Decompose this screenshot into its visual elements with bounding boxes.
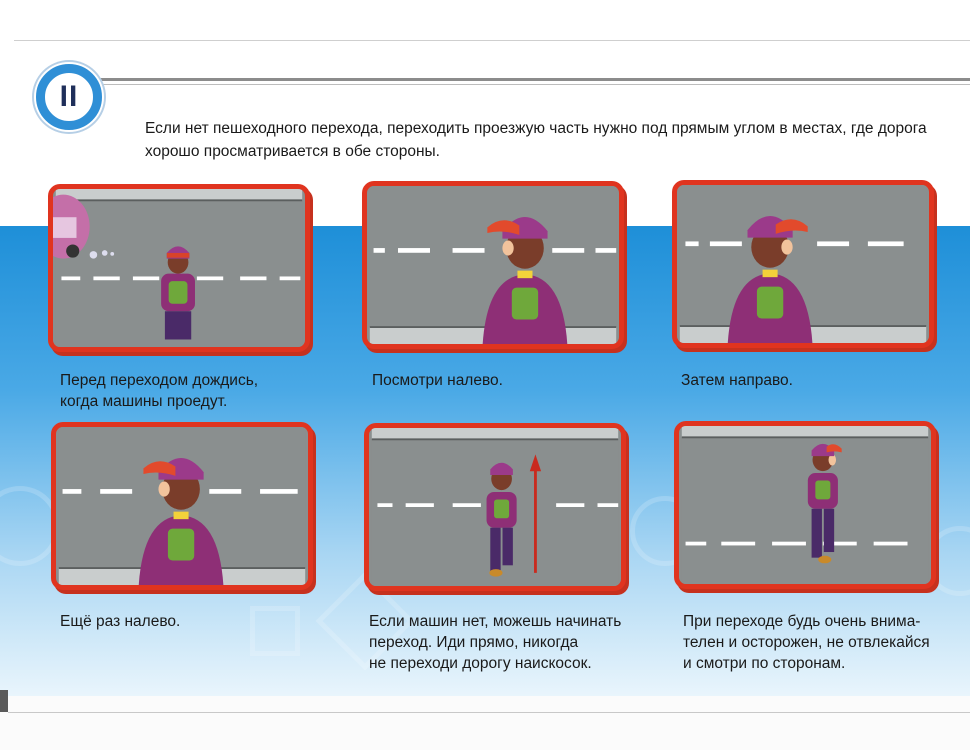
step-caption-5 xyxy=(369,611,621,674)
header-rule-thin xyxy=(100,84,970,85)
section-number-badge xyxy=(36,64,102,130)
caption-line: и смотри по сторонам. xyxy=(683,655,846,672)
caption-line: Затем направо. xyxy=(681,372,793,389)
step-caption-3 xyxy=(681,370,793,391)
footer-line xyxy=(8,712,970,713)
intro-text: Если нет пешеходного перехода, переходить проезжую часть нужно под прямым углом в местах, где дорога хорошо просматривается в обе стороны. xyxy=(145,120,927,160)
step-caption-2 xyxy=(372,370,503,391)
caption-line: Перед переходом дождись, xyxy=(60,372,259,389)
scene-walk-straight xyxy=(369,428,621,586)
caption-line: Если машин нет, можешь начинать xyxy=(369,613,622,630)
faint-road-sign-icon xyxy=(250,606,300,656)
caption-line: когда машины проедут. xyxy=(60,393,228,410)
step-panel-2 xyxy=(362,181,624,349)
scene-look-left-again xyxy=(56,427,308,585)
scene-wait-for-car xyxy=(53,189,305,347)
step-caption-6 xyxy=(683,611,930,674)
step-panel-6 xyxy=(674,421,936,589)
caption-line: не переходи дорогу наискосок. xyxy=(369,655,592,672)
caption-line: переход. Иди прямо, никогда xyxy=(369,634,579,651)
caption-line: Ещё раз налево. xyxy=(60,613,181,630)
step-panel-4 xyxy=(51,422,313,590)
page-top-border xyxy=(14,40,970,41)
scene-crossing-carefully xyxy=(679,426,931,584)
scene-look-right xyxy=(677,185,929,343)
caption-line: телен и осторожен, не отвлекайся xyxy=(683,634,930,651)
caption-line: При переходе будь очень внима- xyxy=(683,613,921,630)
section-number: II xyxy=(49,77,89,117)
step-caption-1 xyxy=(60,370,258,412)
header-rule xyxy=(100,78,970,81)
step-panel-1 xyxy=(48,184,310,352)
step-panel-5 xyxy=(364,423,626,591)
step-caption-4 xyxy=(60,611,180,632)
step-panel-3 xyxy=(672,180,934,348)
footer-marker xyxy=(0,690,8,712)
page-bottom xyxy=(0,696,970,750)
scene-look-left xyxy=(367,186,619,344)
caption-line: Посмотри налево. xyxy=(372,372,503,389)
